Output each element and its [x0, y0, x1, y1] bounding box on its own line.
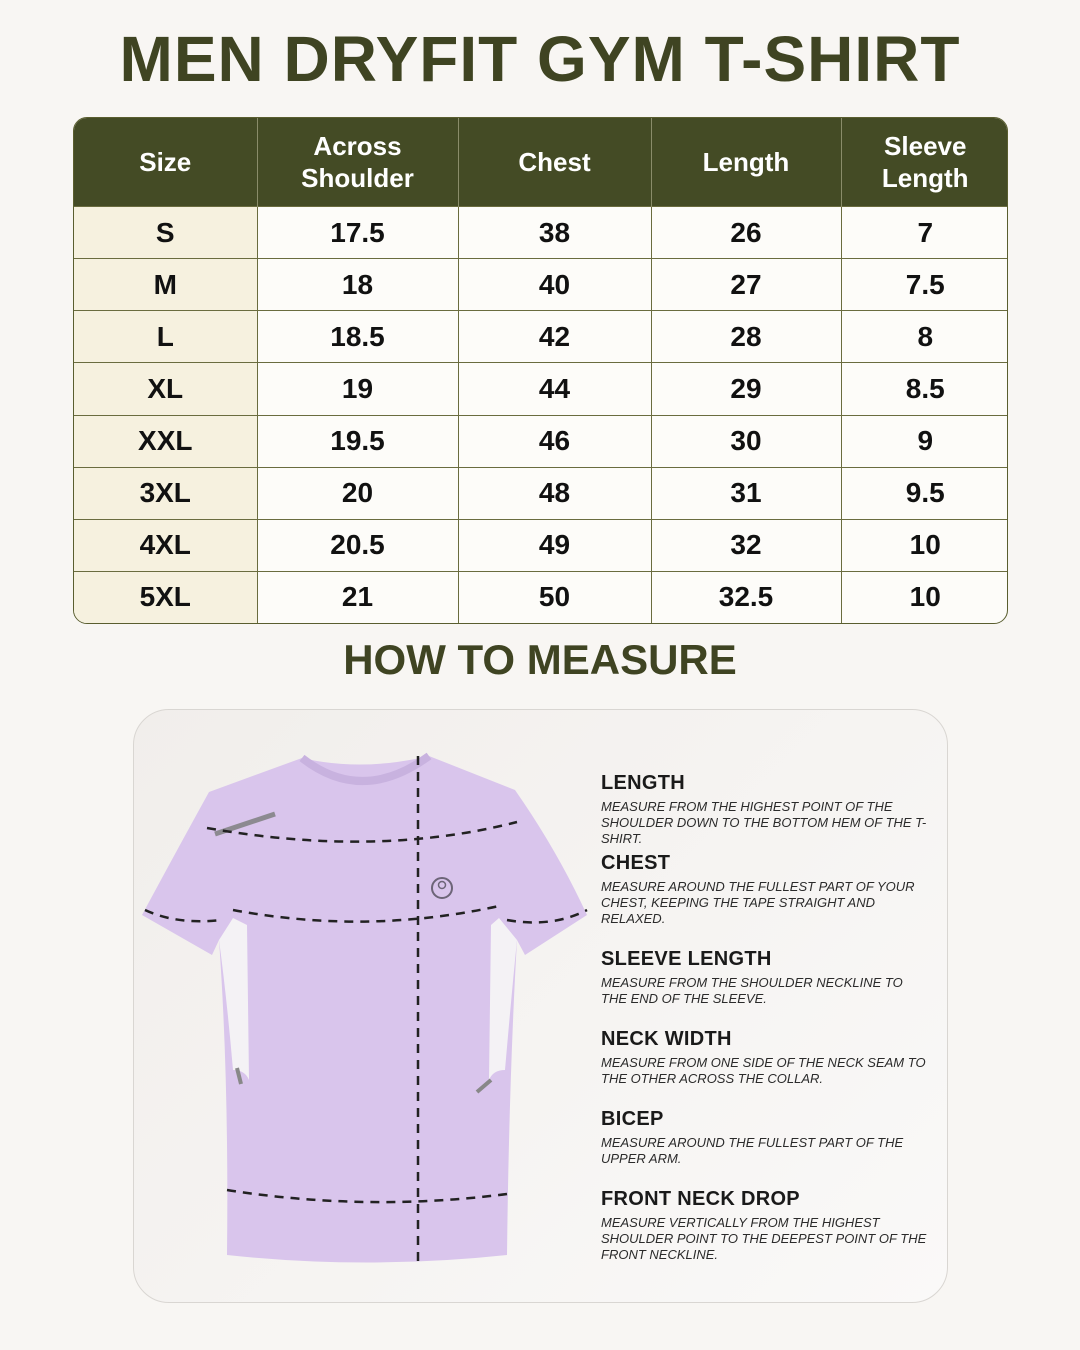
- measure-item-text: MEASURE FROM ONE SIDE OF THE NECK SEAM TO THE OTHER ACROSS THE COLLAR.: [601, 1055, 926, 1086]
- measurement-cell: 40: [458, 259, 651, 311]
- table-row: [74, 259, 1008, 311]
- measurement-cell: 32: [651, 519, 841, 571]
- table-row: [74, 207, 1008, 259]
- table-row: [74, 415, 1008, 467]
- measurement-cell: 19.5: [257, 415, 458, 467]
- table-row: [74, 311, 1008, 363]
- measurement-cell: 44: [458, 363, 651, 415]
- measure-item: [601, 948, 931, 1007]
- measure-item-label: LENGTH: [601, 772, 686, 794]
- size-cell: S: [74, 207, 257, 259]
- measurement-cell: 42: [458, 311, 651, 363]
- measurement-cell: 29: [651, 363, 841, 415]
- measure-item: [601, 772, 931, 847]
- measurement-cell: 31: [651, 467, 841, 519]
- measurement-cell: 18.5: [257, 311, 458, 363]
- header-length: Length: [651, 118, 841, 207]
- measurement-cell: 20: [257, 467, 458, 519]
- measure-item-text: MEASURE VERTICALLY FROM THE HIGHEST SHOULDER POINT TO THE DEEPEST POINT OF THE FRONT NECKLINE.: [601, 1215, 927, 1262]
- measurement-cell: 8: [841, 311, 1008, 363]
- measure-item-label: BICEP: [601, 1108, 664, 1130]
- measurement-cell: 26: [651, 207, 841, 259]
- measurement-cell: 38: [458, 207, 651, 259]
- measure-item-label: NECK WIDTH: [601, 1028, 732, 1050]
- measure-item-label: FRONT NECK DROP: [601, 1188, 800, 1210]
- tshirt-body: [142, 756, 587, 1263]
- size-chart-table: [73, 117, 1008, 624]
- table-row: [74, 363, 1008, 415]
- size-cell: 5XL: [74, 571, 257, 623]
- measurement-cell: 10: [841, 519, 1008, 571]
- measure-item: [601, 852, 931, 927]
- table-row: [74, 571, 1008, 623]
- measurement-cell: 30: [651, 415, 841, 467]
- table-row: [74, 467, 1008, 519]
- measure-item-label: CHEST: [601, 852, 671, 874]
- measure-item: [601, 1108, 931, 1167]
- measurement-cell: 8.5: [841, 363, 1008, 415]
- header-size: Size: [74, 118, 257, 207]
- measure-item-text: MEASURE FROM THE HIGHEST POINT OF THE SHOULDER DOWN TO THE BOTTOM HEM OF THE T-SHIRT.: [601, 799, 927, 846]
- measurement-cell: 18: [257, 259, 458, 311]
- header-across-shoulder: [257, 118, 458, 207]
- measurement-cell: 19: [257, 363, 458, 415]
- size-cell: M: [74, 259, 257, 311]
- tshirt-illustration: [137, 750, 592, 1270]
- measurement-cell: 9.5: [841, 467, 1008, 519]
- measure-item-label: SLEEVE LENGTH: [601, 948, 772, 970]
- size-cell: 3XL: [74, 467, 257, 519]
- size-cell: XL: [74, 363, 257, 415]
- size-cell: L: [74, 311, 257, 363]
- measurement-cell: 10: [841, 571, 1008, 623]
- measurement-cell: 7: [841, 207, 1008, 259]
- header-sleeve-length-label: Sleeve Length: [881, 131, 969, 193]
- measurement-cell: 32.5: [651, 571, 841, 623]
- measurement-cell: 50: [458, 571, 651, 623]
- measurement-cell: 27: [651, 259, 841, 311]
- measurement-cell: 21: [257, 571, 458, 623]
- measure-item: [601, 1028, 931, 1087]
- header-sleeve-length: [841, 118, 1008, 207]
- measure-item-text: MEASURE FROM THE SHOULDER NECKLINE TO THE END OF THE SLEEVE.: [601, 975, 903, 1006]
- size-cell: 4XL: [74, 519, 257, 571]
- table-header-row: [74, 118, 1008, 207]
- size-cell: XXL: [74, 415, 257, 467]
- measurement-cell: 20.5: [257, 519, 458, 571]
- measurement-cell: 48: [458, 467, 651, 519]
- measurement-cell: 9: [841, 415, 1008, 467]
- measure-item: [601, 1188, 931, 1263]
- measure-item-text: MEASURE AROUND THE FULLEST PART OF YOUR CHEST, KEEPING THE TAPE STRAIGHT AND RELAXED.: [601, 879, 915, 926]
- measurement-cell: 17.5: [257, 207, 458, 259]
- page-title: MEN DRYFIT GYM T-SHIRT: [119, 23, 961, 95]
- measure-item-text: MEASURE AROUND THE FULLEST PART OF THE UPPER ARM.: [601, 1135, 904, 1166]
- measurement-cell: 49: [458, 519, 651, 571]
- measurement-cell: 7.5: [841, 259, 1008, 311]
- measurement-cell: 46: [458, 415, 651, 467]
- measurement-cell: 28: [651, 311, 841, 363]
- header-across-shoulder-label: Across Shoulder: [301, 131, 414, 193]
- how-to-measure-title: HOW TO MEASURE: [343, 636, 737, 683]
- header-chest: Chest: [458, 118, 651, 207]
- table-row: [74, 519, 1008, 571]
